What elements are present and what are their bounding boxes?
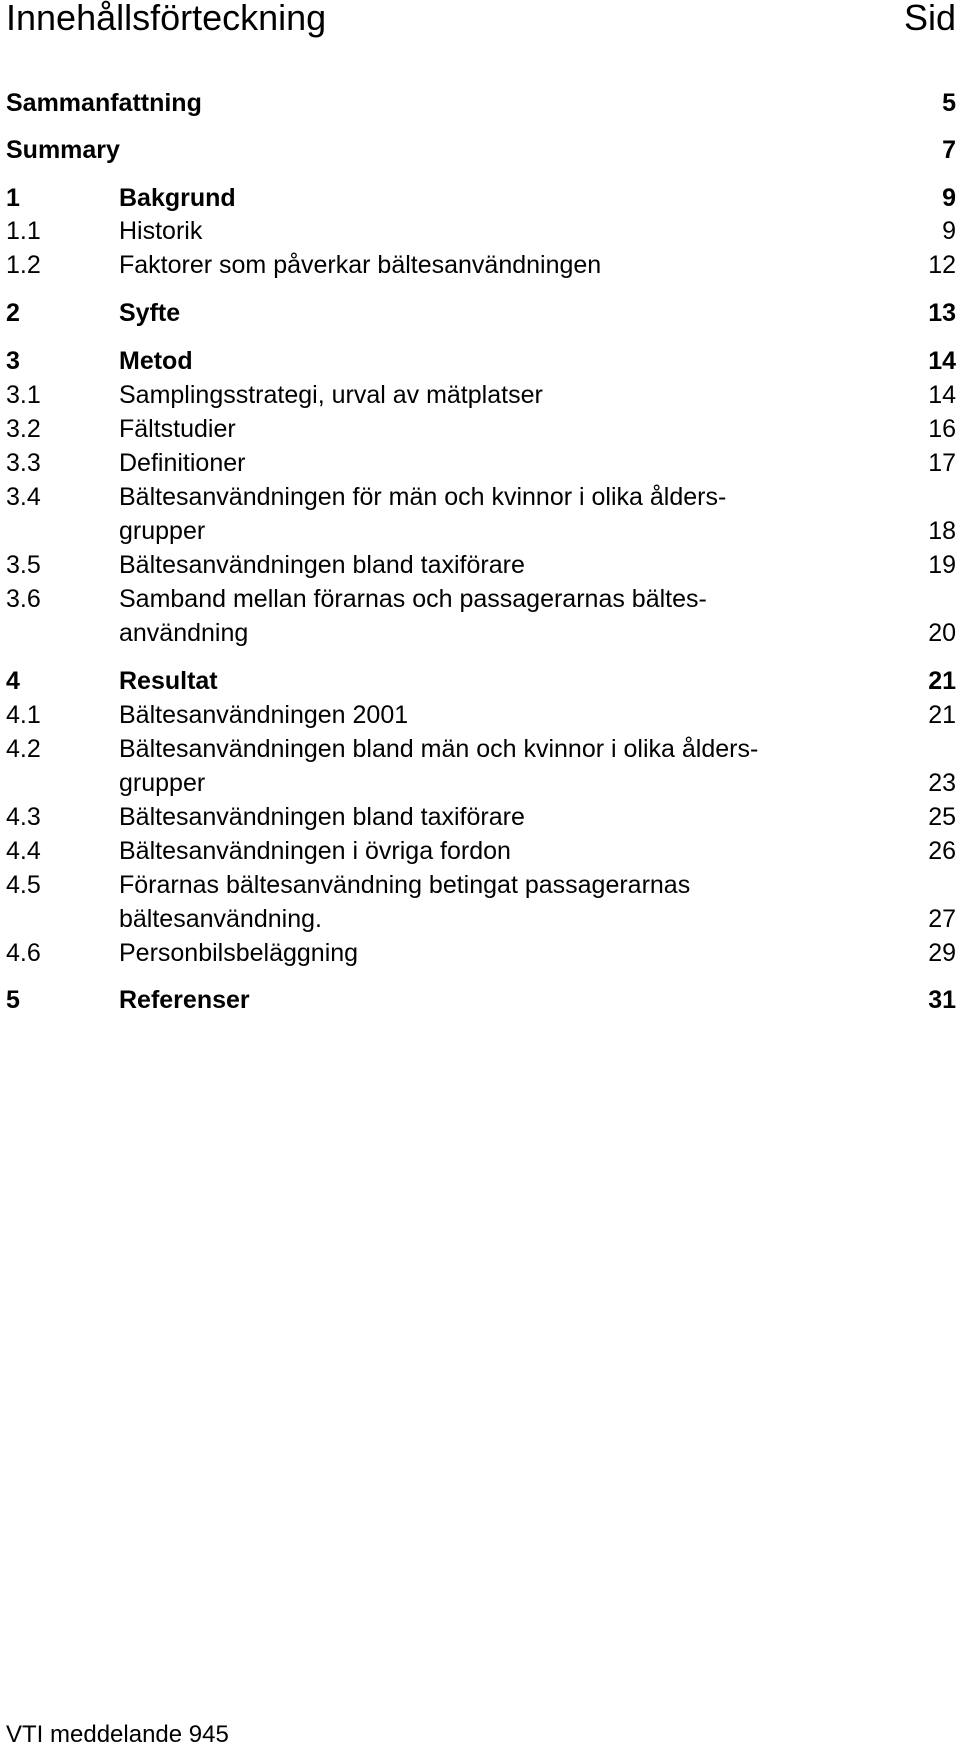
toc-entry-number: 1.1 xyxy=(6,217,41,245)
toc-entry-number: 4.1 xyxy=(6,701,41,729)
toc-entry-page: 29 xyxy=(928,939,956,967)
toc-entry-page: 27 xyxy=(928,905,956,933)
toc-entry-page: 17 xyxy=(928,449,956,477)
toc-entry-text: Fältstudier xyxy=(119,415,236,443)
toc-entry-page: 21 xyxy=(928,667,956,695)
toc-entry-number: 3.1 xyxy=(6,381,41,409)
toc-entry-number: 4.6 xyxy=(6,939,41,967)
toc-entry-number: 4.4 xyxy=(6,837,41,865)
toc-entry-text: Sammanfattning xyxy=(6,89,202,117)
toc-entry-text-line2: grupper xyxy=(119,769,206,797)
toc-entry-page: 21 xyxy=(928,701,956,729)
toc-entry-page: 26 xyxy=(928,837,956,865)
page-column-label: Sid xyxy=(903,0,956,38)
toc-entry-text: Samplingsstrategi, urval av mätplatser xyxy=(119,381,543,409)
toc-entry-text: Faktorer som påverkar bältesanvändningen xyxy=(119,251,602,279)
toc-entry-number: 1 xyxy=(6,184,20,212)
toc-entry-text: Personbilsbeläggning xyxy=(119,939,359,967)
toc-entry-text-line2: bältesanvändning. xyxy=(119,905,322,933)
toc-entry-number: 4 xyxy=(6,667,20,695)
toc-entry-text: Referenser xyxy=(119,986,250,1014)
toc-entry-page: 20 xyxy=(928,619,956,647)
toc-entry-number: 1.2 xyxy=(6,251,41,279)
toc-list xyxy=(6,0,956,1100)
toc-entry-text-line1: Förarnas bältesanvändning betingat passagerarnas xyxy=(119,871,691,899)
toc-entry-number: 4.3 xyxy=(6,803,41,831)
toc-entry-number: 4.2 xyxy=(6,735,41,763)
toc-entry-page: 9 xyxy=(942,184,956,212)
toc-entry-text-line2: användning xyxy=(119,619,249,647)
toc-entry-page: 23 xyxy=(928,769,956,797)
toc-entry-page: 13 xyxy=(928,299,956,327)
toc-entry-text: Metod xyxy=(119,347,193,375)
toc-entry-page: 12 xyxy=(928,251,956,279)
toc-entry-text: Summary xyxy=(6,136,120,164)
toc-entry-page: 9 xyxy=(942,217,956,245)
toc-entry-page: 7 xyxy=(942,136,956,164)
toc-entry-page: 31 xyxy=(928,986,956,1014)
toc-entry-page: 19 xyxy=(928,551,956,579)
toc-entry-number: 5 xyxy=(6,986,20,1014)
toc-entry-number: 3.4 xyxy=(6,483,41,511)
toc-entry-page: 16 xyxy=(928,415,956,443)
toc-entry-text: Bältesanvändningen 2001 xyxy=(119,701,409,729)
toc-entry-page: 14 xyxy=(928,381,956,409)
toc-entry-number: 3.2 xyxy=(6,415,41,443)
toc-entry-number: 3 xyxy=(6,347,20,375)
toc-entry-number: 3.3 xyxy=(6,449,41,477)
toc-entry-text-line1: Bältesanvändningen för män och kvinnor i olika ålders- xyxy=(119,483,727,511)
toc-entry-text: Bältesanvändningen bland taxiförare xyxy=(119,551,525,579)
toc-entry-text: Historik xyxy=(119,217,203,245)
toc-entry-text: Resultat xyxy=(119,667,218,695)
page-title: Innehållsförteckning xyxy=(6,0,327,38)
toc-entry-page: 25 xyxy=(928,803,956,831)
toc-entry-text-line2: grupper xyxy=(119,517,206,545)
page-footer: VTI meddelande 945 xyxy=(6,1721,229,1748)
toc-entry-page: 14 xyxy=(928,347,956,375)
toc-entry-number: 3.5 xyxy=(6,551,41,579)
toc-entry-page: 18 xyxy=(928,517,956,545)
toc-entry-text: Bältesanvändningen bland taxiförare xyxy=(119,803,525,831)
toc-entry-number: 2 xyxy=(6,299,20,327)
toc-entry-text: Definitioner xyxy=(119,449,246,477)
toc-entry-text: Bakgrund xyxy=(119,184,236,212)
toc-entry-number: 3.6 xyxy=(6,585,41,613)
toc-entry-page: 5 xyxy=(942,89,956,117)
toc-entry-text-line1: Samband mellan förarnas och passagerarnas bältes- xyxy=(119,585,707,613)
toc-entry-text: Syfte xyxy=(119,299,181,327)
toc-entry-text-line1: Bältesanvändningen bland män och kvinnor i olika ålders- xyxy=(119,735,759,763)
toc-entry-number: 4.5 xyxy=(6,871,41,899)
toc-entry-text: Bältesanvändningen i övriga fordon xyxy=(119,837,511,865)
